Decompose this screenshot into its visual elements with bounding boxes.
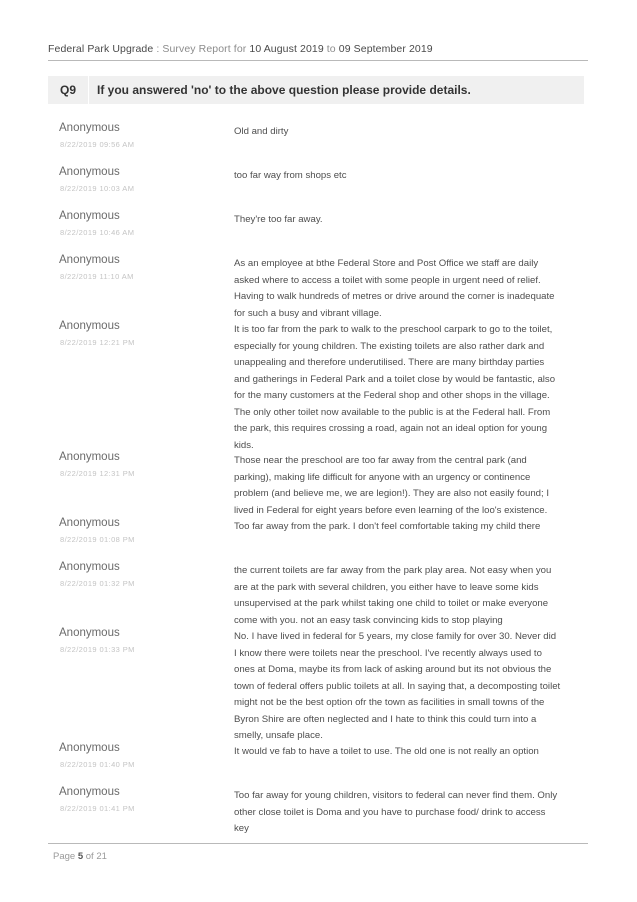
respondent-name: Anonymous xyxy=(59,210,120,222)
page-current: 5 xyxy=(77,851,84,862)
answer-line: other close toilet is Doma and you have to purchase food/ drink to access xyxy=(234,806,546,818)
respondent-name: Anonymous xyxy=(59,254,120,266)
answer-line: Byron Shire are often neglected and I hate to think this could turn into a xyxy=(234,713,537,725)
answer-line: asked where to access a toilet with some people in urgent need of relief. xyxy=(234,274,541,286)
answer-line: The only other toilet now available to the public is at the Federal hall. From xyxy=(234,406,551,418)
response-timestamp: 8/22/2019 10:46 AM xyxy=(60,228,135,237)
response-timestamp: 8/22/2019 01:41 PM xyxy=(60,804,135,813)
respondent-name: Anonymous xyxy=(59,561,120,573)
answer-line: for such a busy and vibrant village. xyxy=(234,307,382,319)
page-label: Page xyxy=(53,851,78,862)
question-number: Q9 xyxy=(60,83,77,97)
response-answer xyxy=(234,212,579,229)
answer-line: Having to walk hundreds of metres or drive around the corner is inadequate xyxy=(234,291,555,302)
response-timestamp: 8/22/2019 01:08 PM xyxy=(60,535,135,544)
date-from: 10 August 2019 xyxy=(249,43,324,55)
response-answer xyxy=(234,168,579,185)
respondent-name: Anonymous xyxy=(59,742,120,754)
survey-title: Federal Park Upgrade xyxy=(48,43,154,55)
answer-line: It would ve fab to have a toilet to use. The old one is not really an option xyxy=(234,746,539,757)
response-answer xyxy=(234,124,579,141)
response-answer xyxy=(234,453,579,519)
answer-line: are at the park with several children, you either have to leave some kids xyxy=(234,581,539,593)
page-footer xyxy=(53,851,107,862)
respondent-name: Anonymous xyxy=(59,166,120,178)
respondent-name: Anonymous xyxy=(59,627,120,639)
answer-line: It is too far from the park to walk to the preschool carpark to go to the toilet, xyxy=(234,324,553,335)
answer-line: kids. xyxy=(234,439,254,451)
response-answer xyxy=(234,629,579,745)
answer-line: and gatherings in Federal Park and a toilet close by would be fantastic, also xyxy=(234,373,556,385)
answer-line: As an employee at bthe Federal Store and Post Office we staff are daily xyxy=(234,258,539,269)
response-answer xyxy=(234,519,579,536)
answer-line: for the many customers at the Federal shop and other shops in the village. xyxy=(234,390,550,401)
question-text: If you answered 'no' to the above question please provide details. xyxy=(97,83,471,97)
respondent-name: Anonymous xyxy=(59,320,120,332)
response-timestamp: 8/22/2019 09:56 AM xyxy=(60,140,135,149)
answer-line: Old and dirty xyxy=(234,126,289,137)
respondent-name: Anonymous xyxy=(59,451,120,463)
answer-line: Those near the preschool are too far away from the central park (and xyxy=(234,455,527,466)
answer-line: unappealing and therefore underutilised. There are many birthday parties xyxy=(234,357,545,368)
answer-line: I know there were toilets near the preschool. I've recently always used to xyxy=(234,647,542,659)
answer-line: the park, this requires crossing a road, again not an ideal option for young xyxy=(234,423,548,434)
answer-line: problem (and believe me, we are legion!). They are also not easily found; I xyxy=(234,488,549,499)
response-timestamp: 8/22/2019 01:32 PM xyxy=(60,579,135,588)
answer-line: parking), making life difficult for anyone with an urgency or continence xyxy=(234,471,531,483)
response-answer xyxy=(234,788,579,838)
response-answer xyxy=(234,256,579,322)
response-answer xyxy=(234,563,579,629)
respondent-name: Anonymous xyxy=(59,786,120,798)
answer-line: come with you. not an easy task convincing kids to stop playing xyxy=(234,614,503,626)
answer-line: too far way from shops etc xyxy=(234,170,347,181)
answer-line: town of federal offers public toilets at all. In saying that, a decomposting toilet xyxy=(234,680,561,692)
answer-line: smelly, unsafe place. xyxy=(234,730,323,741)
answer-line: ones at Doma, maybe its from lack of asking around but its not obvious the xyxy=(234,664,552,675)
answer-line: key xyxy=(234,823,249,834)
answer-line: Too far away from the park. I don't feel comfortable taking my child there xyxy=(234,521,541,532)
response-timestamp: 8/22/2019 01:40 PM xyxy=(60,760,135,769)
date-to-separator: to xyxy=(323,43,339,55)
response-answer xyxy=(234,322,579,454)
response-timestamp: 8/22/2019 11:10 AM xyxy=(60,272,134,281)
answer-line: especially for young children. The existing toilets are also rather dark and xyxy=(234,340,545,352)
header-divider xyxy=(48,60,588,61)
footer-divider xyxy=(48,843,588,844)
page-total: 21 xyxy=(96,851,107,862)
respondent-name: Anonymous xyxy=(59,122,120,134)
response-timestamp: 8/22/2019 01:33 PM xyxy=(60,645,135,654)
answer-line: They're too far away. xyxy=(234,214,323,225)
header-separator: : xyxy=(153,43,163,55)
respondent-name: Anonymous xyxy=(59,517,120,529)
answer-line: No. I have lived in federal for 5 years, my close family for over 30. Never did xyxy=(234,631,557,642)
response-timestamp: 8/22/2019 10:03 AM xyxy=(60,184,135,193)
response-timestamp: 8/22/2019 12:21 PM xyxy=(60,338,135,347)
report-prefix: Survey Report for xyxy=(162,43,250,55)
date-to: 09 September 2019 xyxy=(338,43,433,55)
question-bar xyxy=(48,76,584,104)
answer-line: Too far away for young children, visitors to federal can never find them. Only xyxy=(234,790,558,801)
answer-line: unsupervised at the park whilst taking one child to toilet or make everyone xyxy=(234,598,549,609)
page-of: of xyxy=(83,851,97,862)
response-answer xyxy=(234,744,579,761)
answer-line: lived in Federal for eight years before even learning of the loo's existence. xyxy=(234,504,548,516)
answer-line: might not be the best option ofr the town as facilities in small towns of the xyxy=(234,697,545,708)
response-timestamp: 8/22/2019 12:31 PM xyxy=(60,469,135,478)
answer-line: the current toilets are far away from the park play area. Not easy when you xyxy=(234,565,552,576)
report-header xyxy=(48,43,588,55)
